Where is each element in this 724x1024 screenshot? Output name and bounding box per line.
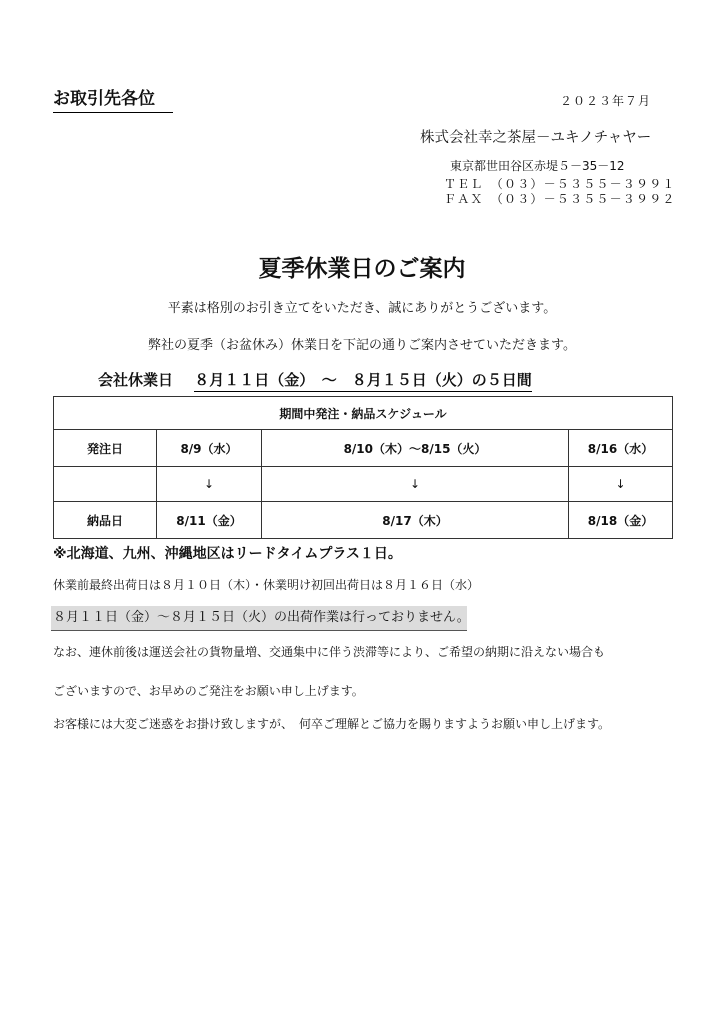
tel-number: ＴＥＬ （０３）－５３５５－３９９１ xyxy=(444,177,676,191)
no-shipping-notice: ８月１１日（金）～８月１５日（火）の出荷作業は行っておりません。 xyxy=(51,606,467,631)
delay-notice-line-1: なお、連休前後は運送会社の貨物量増、交通集中に伴う渋滞等により、ご希望の納期に沿えない場合も xyxy=(53,645,606,659)
company-name: 株式会社幸之茶屋－ユキノチャヤー xyxy=(420,130,652,146)
empty-cell xyxy=(54,467,157,502)
down-arrow-icon: ↓ xyxy=(262,467,569,502)
company-address: 東京都世田谷区赤堤５－35－12 xyxy=(450,159,625,173)
holiday-label: 会社休業日 xyxy=(98,371,174,389)
schedule-title: 期間中発注・納品スケジュール xyxy=(54,397,673,430)
issue-date: ２０２３年７月 xyxy=(560,94,652,108)
apology-line: お客様には大変ご迷惑をお掛け致しますが、 何卒ご理解とご協力を賜りますようお願い申し上げます。 xyxy=(53,717,611,731)
delivery-row xyxy=(54,502,673,539)
greeting-line-2: 弊社の夏季（お盆休み）休業日を下記の通りご案内させていただきます。 xyxy=(148,338,576,353)
holiday-period xyxy=(98,369,532,390)
down-arrow-icon: ↓ xyxy=(157,467,262,502)
shipping-dates-note: 休業前最終出荷日は８月１０日（木）・休業明け初回出荷日は８月１６日（水） xyxy=(53,578,480,592)
order-date: 8/10（木）～8/15（火） xyxy=(262,430,569,467)
contact-block xyxy=(444,177,676,207)
page-title: 夏季休業日のご案内 xyxy=(258,256,466,282)
delay-notice-line-2: ございますので、お早めのご発注をお願い申し上げます。 xyxy=(53,684,364,698)
order-row xyxy=(54,430,673,467)
delivery-date: 8/11（金） xyxy=(157,502,262,539)
order-date: 8/16（水） xyxy=(569,430,673,467)
arrow-row xyxy=(54,467,673,502)
delivery-date: 8/17（木） xyxy=(262,502,569,539)
order-label: 発注日 xyxy=(54,430,157,467)
order-date: 8/9（水） xyxy=(157,430,262,467)
schedule-table xyxy=(53,396,673,539)
greeting-line-1: 平素は格別のお引き立てをいただき、誠にありがとうございます。 xyxy=(167,301,557,316)
lead-time-note: ※北海道、九州、沖縄地区はリードタイムプラス１日。 xyxy=(53,546,402,562)
delivery-date: 8/18（金） xyxy=(569,502,673,539)
fax-number: ＦＡＸ （０３）－５３５５－３９９２ xyxy=(444,192,676,206)
delivery-label: 納品日 xyxy=(54,502,157,539)
holiday-range: ８月１１日（金） ～ ８月１５日（火）の５日間 xyxy=(194,371,532,392)
down-arrow-icon: ↓ xyxy=(569,467,673,502)
addressee: お取引先各位 xyxy=(53,84,173,113)
